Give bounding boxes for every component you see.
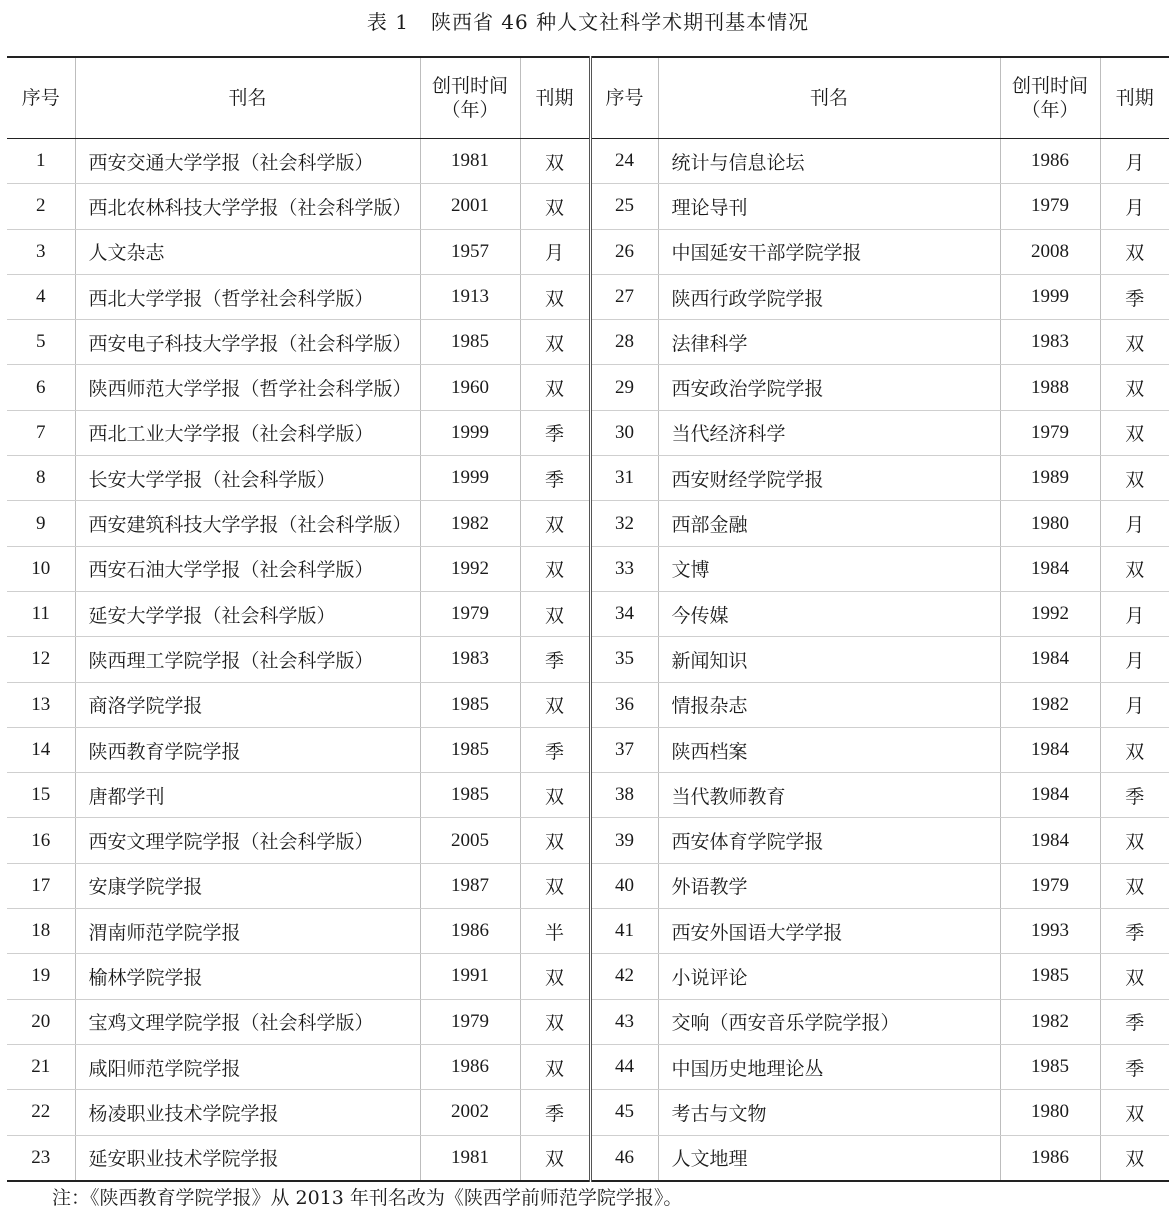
cell-right-year: 1979 bbox=[1000, 863, 1100, 908]
cell-right-name: 人文地理 bbox=[658, 1135, 1000, 1181]
cell-left-num: 2 bbox=[7, 184, 75, 229]
cell-right-num: 42 bbox=[590, 954, 658, 999]
cell-right-year: 1986 bbox=[1000, 139, 1100, 184]
cell-left-year: 1957 bbox=[420, 229, 520, 274]
cell-right-name: 统计与信息论坛 bbox=[658, 139, 1000, 184]
cell-right-freq: 双 bbox=[1100, 1090, 1169, 1135]
cell-right-freq: 月 bbox=[1100, 501, 1169, 546]
cell-left-year: 1992 bbox=[420, 546, 520, 591]
cell-right-freq: 季 bbox=[1100, 909, 1169, 954]
cell-left-year: 2005 bbox=[420, 818, 520, 863]
cell-left-freq: 双 bbox=[520, 954, 590, 999]
cell-right-name: 西安体育学院学报 bbox=[658, 818, 1000, 863]
cell-left-year: 1999 bbox=[420, 456, 520, 501]
cell-left-num: 18 bbox=[7, 909, 75, 954]
cell-left-freq: 季 bbox=[520, 727, 590, 772]
cell-left-name: 延安职业技术学院学报 bbox=[75, 1135, 420, 1181]
cell-right-freq: 双 bbox=[1100, 727, 1169, 772]
cell-right-year: 1979 bbox=[1000, 184, 1100, 229]
cell-left-name: 西北工业大学学报（社会科学版） bbox=[75, 410, 420, 455]
cell-left-year: 1981 bbox=[420, 1135, 520, 1181]
cell-left-num: 23 bbox=[7, 1135, 75, 1181]
cell-left-name: 西北农林科技大学学报（社会科学版） bbox=[75, 184, 420, 229]
cell-left-freq: 双 bbox=[520, 184, 590, 229]
cell-right-freq: 双 bbox=[1100, 954, 1169, 999]
cell-right-num: 36 bbox=[590, 682, 658, 727]
cell-left-name: 咸阳师范学院学报 bbox=[75, 1044, 420, 1089]
cell-left-num: 12 bbox=[7, 637, 75, 682]
table-body bbox=[7, 139, 1169, 1181]
cell-left-year: 1960 bbox=[420, 365, 520, 410]
cell-right-name: 西部金融 bbox=[658, 501, 1000, 546]
cell-left-name: 西北大学学报（哲学社会科学版） bbox=[75, 274, 420, 319]
cell-right-year: 1982 bbox=[1000, 682, 1100, 727]
cell-right-freq: 双 bbox=[1100, 456, 1169, 501]
cell-left-year: 1982 bbox=[420, 501, 520, 546]
cell-left-num: 13 bbox=[7, 682, 75, 727]
cell-left-year: 1979 bbox=[420, 591, 520, 636]
cell-right-name: 当代经济科学 bbox=[658, 410, 1000, 455]
cell-left-num: 20 bbox=[7, 999, 75, 1044]
table-row bbox=[7, 682, 1169, 727]
cell-left-freq: 双 bbox=[520, 999, 590, 1044]
cell-right-num: 46 bbox=[590, 1135, 658, 1181]
table-row bbox=[7, 139, 1169, 184]
cell-right-num: 33 bbox=[590, 546, 658, 591]
cell-left-name: 陕西师范大学学报（哲学社会科学版） bbox=[75, 365, 420, 410]
cell-right-name: 中国延安干部学院学报 bbox=[658, 229, 1000, 274]
table-header bbox=[7, 57, 1169, 139]
cell-left-num: 9 bbox=[7, 501, 75, 546]
cell-left-freq: 双 bbox=[520, 818, 590, 863]
cell-right-year: 1985 bbox=[1000, 954, 1100, 999]
cell-left-name: 榆林学院学报 bbox=[75, 954, 420, 999]
cell-left-year: 1987 bbox=[420, 863, 520, 908]
cell-left-name: 商洛学院学报 bbox=[75, 682, 420, 727]
cell-left-num: 1 bbox=[7, 139, 75, 184]
cell-left-freq: 双 bbox=[520, 546, 590, 591]
cell-right-name: 陕西档案 bbox=[658, 727, 1000, 772]
cell-right-num: 35 bbox=[590, 637, 658, 682]
cell-left-freq: 半 bbox=[520, 909, 590, 954]
table-row bbox=[7, 591, 1169, 636]
cell-right-year: 1988 bbox=[1000, 365, 1100, 410]
cell-right-num: 32 bbox=[590, 501, 658, 546]
cell-right-num: 45 bbox=[590, 1090, 658, 1135]
cell-left-year: 1983 bbox=[420, 637, 520, 682]
header-year-line2: （年） bbox=[441, 99, 499, 121]
cell-right-freq: 双 bbox=[1100, 863, 1169, 908]
cell-right-freq: 月 bbox=[1100, 682, 1169, 727]
caption-title: 陕西省 46 种人文社科学术期刊基本情况 bbox=[430, 10, 810, 34]
cell-right-freq: 双 bbox=[1100, 320, 1169, 365]
cell-right-name: 交响（西安音乐学院学报） bbox=[658, 999, 1000, 1044]
cell-left-freq: 月 bbox=[520, 229, 590, 274]
cell-right-year: 1979 bbox=[1000, 410, 1100, 455]
cell-left-freq: 双 bbox=[520, 1135, 590, 1181]
cell-right-num: 28 bbox=[590, 320, 658, 365]
cell-left-year: 1999 bbox=[420, 410, 520, 455]
cell-left-name: 人文杂志 bbox=[75, 229, 420, 274]
cell-left-num: 6 bbox=[7, 365, 75, 410]
footnote: 注：《陕西教育学院学报》从 2013 年刊名改为《陕西学前师范学院学报》。 bbox=[52, 1187, 683, 1209]
cell-right-num: 26 bbox=[590, 229, 658, 274]
cell-left-name: 宝鸡文理学院学报（社会科学版） bbox=[75, 999, 420, 1044]
cell-left-year: 2002 bbox=[420, 1090, 520, 1135]
table-row bbox=[7, 274, 1169, 319]
header-year-line1: 创刊时间 bbox=[1011, 75, 1088, 97]
table-row bbox=[7, 863, 1169, 908]
cell-left-num: 15 bbox=[7, 773, 75, 818]
cell-right-num: 27 bbox=[590, 274, 658, 319]
table-row bbox=[7, 184, 1169, 229]
cell-right-freq: 双 bbox=[1100, 818, 1169, 863]
cell-right-year: 1982 bbox=[1000, 999, 1100, 1044]
cell-right-num: 31 bbox=[590, 456, 658, 501]
cell-left-num: 4 bbox=[7, 274, 75, 319]
cell-left-year: 1985 bbox=[420, 682, 520, 727]
table-row bbox=[7, 1090, 1169, 1135]
cell-right-year: 1989 bbox=[1000, 456, 1100, 501]
cell-right-name: 外语教学 bbox=[658, 863, 1000, 908]
header-year-right bbox=[1000, 57, 1100, 139]
cell-right-num: 29 bbox=[590, 365, 658, 410]
cell-left-name: 长安大学学报（社会科学版） bbox=[75, 456, 420, 501]
cell-left-name: 陕西教育学院学报 bbox=[75, 727, 420, 772]
table-row bbox=[7, 320, 1169, 365]
cell-right-year: 1984 bbox=[1000, 773, 1100, 818]
cell-left-num: 3 bbox=[7, 229, 75, 274]
cell-right-num: 39 bbox=[590, 818, 658, 863]
cell-right-name: 情报杂志 bbox=[658, 682, 1000, 727]
cell-right-name: 西安外国语大学学报 bbox=[658, 909, 1000, 954]
cell-right-name: 当代教师教育 bbox=[658, 773, 1000, 818]
header-freq-right: 刊期 bbox=[1100, 57, 1169, 139]
cell-right-year: 1984 bbox=[1000, 546, 1100, 591]
cell-right-name: 理论导刊 bbox=[658, 184, 1000, 229]
cell-left-freq: 双 bbox=[520, 501, 590, 546]
table-row bbox=[7, 229, 1169, 274]
cell-left-year: 1985 bbox=[420, 727, 520, 772]
cell-right-year: 2008 bbox=[1000, 229, 1100, 274]
cell-left-year: 1981 bbox=[420, 139, 520, 184]
cell-left-name: 延安大学学报（社会科学版） bbox=[75, 591, 420, 636]
header-year-left bbox=[420, 57, 520, 139]
cell-left-year: 1985 bbox=[420, 773, 520, 818]
cell-left-name: 安康学院学报 bbox=[75, 863, 420, 908]
cell-right-num: 40 bbox=[590, 863, 658, 908]
cell-right-num: 25 bbox=[590, 184, 658, 229]
table-row bbox=[7, 1135, 1169, 1181]
cell-right-num: 37 bbox=[590, 727, 658, 772]
cell-left-num: 21 bbox=[7, 1044, 75, 1089]
cell-right-year: 1980 bbox=[1000, 1090, 1100, 1135]
cell-left-year: 1913 bbox=[420, 274, 520, 319]
cell-right-name: 小说评论 bbox=[658, 954, 1000, 999]
cell-left-freq: 双 bbox=[520, 682, 590, 727]
table-row bbox=[7, 501, 1169, 546]
cell-right-freq: 季 bbox=[1100, 274, 1169, 319]
table-row bbox=[7, 818, 1169, 863]
cell-left-num: 8 bbox=[7, 456, 75, 501]
cell-right-name: 陕西行政学院学报 bbox=[658, 274, 1000, 319]
cell-right-year: 1985 bbox=[1000, 1044, 1100, 1089]
cell-right-year: 1993 bbox=[1000, 909, 1100, 954]
cell-left-name: 西安交通大学学报（社会科学版） bbox=[75, 139, 420, 184]
table-row bbox=[7, 365, 1169, 410]
table-row bbox=[7, 727, 1169, 772]
cell-right-name: 西安财经学院学报 bbox=[658, 456, 1000, 501]
cell-left-name: 西安文理学院学报（社会科学版） bbox=[75, 818, 420, 863]
cell-left-num: 14 bbox=[7, 727, 75, 772]
cell-left-name: 渭南师范学院学报 bbox=[75, 909, 420, 954]
journals-table bbox=[7, 56, 1169, 1182]
cell-right-freq: 月 bbox=[1100, 184, 1169, 229]
cell-left-freq: 双 bbox=[520, 773, 590, 818]
cell-right-name: 新闻知识 bbox=[658, 637, 1000, 682]
cell-left-year: 1986 bbox=[420, 909, 520, 954]
table-row bbox=[7, 954, 1169, 999]
table-row bbox=[7, 999, 1169, 1044]
cell-left-freq: 季 bbox=[520, 410, 590, 455]
cell-left-name: 西安建筑科技大学学报（社会科学版） bbox=[75, 501, 420, 546]
cell-left-num: 5 bbox=[7, 320, 75, 365]
header-name-right: 刊名 bbox=[658, 57, 1000, 139]
cell-left-num: 7 bbox=[7, 410, 75, 455]
table-row bbox=[7, 1044, 1169, 1089]
header-num-right: 序号 bbox=[590, 57, 658, 139]
cell-left-name: 西安石油大学学报（社会科学版） bbox=[75, 546, 420, 591]
cell-right-freq: 季 bbox=[1100, 773, 1169, 818]
cell-right-freq: 季 bbox=[1100, 999, 1169, 1044]
header-row bbox=[7, 57, 1169, 139]
cell-left-num: 11 bbox=[7, 591, 75, 636]
cell-left-freq: 季 bbox=[520, 456, 590, 501]
cell-left-num: 17 bbox=[7, 863, 75, 908]
cell-right-year: 1984 bbox=[1000, 727, 1100, 772]
cell-left-freq: 双 bbox=[520, 274, 590, 319]
caption-label: 表 1 bbox=[366, 10, 409, 34]
cell-right-year: 1986 bbox=[1000, 1135, 1100, 1181]
cell-right-num: 38 bbox=[590, 773, 658, 818]
cell-left-year: 2001 bbox=[420, 184, 520, 229]
cell-right-freq: 双 bbox=[1100, 365, 1169, 410]
header-year-line1: 创刊时间 bbox=[431, 75, 508, 97]
cell-right-year: 1999 bbox=[1000, 274, 1100, 319]
cell-right-freq: 月 bbox=[1100, 591, 1169, 636]
cell-right-name: 西安政治学院学报 bbox=[658, 365, 1000, 410]
cell-left-num: 16 bbox=[7, 818, 75, 863]
cell-right-num: 41 bbox=[590, 909, 658, 954]
cell-right-num: 43 bbox=[590, 999, 658, 1044]
cell-left-freq: 季 bbox=[520, 1090, 590, 1135]
cell-left-num: 10 bbox=[7, 546, 75, 591]
cell-right-freq: 双 bbox=[1100, 229, 1169, 274]
cell-right-freq: 季 bbox=[1100, 1044, 1169, 1089]
cell-left-freq: 双 bbox=[520, 591, 590, 636]
cell-left-freq: 季 bbox=[520, 637, 590, 682]
table-row bbox=[7, 909, 1169, 954]
cell-left-name: 杨凌职业技术学院学报 bbox=[75, 1090, 420, 1135]
cell-right-freq: 月 bbox=[1100, 139, 1169, 184]
cell-right-num: 30 bbox=[590, 410, 658, 455]
cell-left-year: 1979 bbox=[420, 999, 520, 1044]
cell-right-freq: 双 bbox=[1100, 546, 1169, 591]
cell-right-num: 24 bbox=[590, 139, 658, 184]
cell-right-num: 34 bbox=[590, 591, 658, 636]
cell-left-freq: 双 bbox=[520, 863, 590, 908]
cell-left-freq: 双 bbox=[520, 1044, 590, 1089]
cell-right-num: 44 bbox=[590, 1044, 658, 1089]
cell-right-name: 法律科学 bbox=[658, 320, 1000, 365]
cell-left-num: 22 bbox=[7, 1090, 75, 1135]
header-freq-left: 刊期 bbox=[520, 57, 590, 139]
cell-left-year: 1991 bbox=[420, 954, 520, 999]
cell-left-name: 西安电子科技大学学报（社会科学版） bbox=[75, 320, 420, 365]
cell-left-year: 1986 bbox=[420, 1044, 520, 1089]
cell-right-freq: 双 bbox=[1100, 1135, 1169, 1181]
table-caption bbox=[0, 8, 1176, 36]
header-year-line2: （年） bbox=[1021, 99, 1079, 121]
cell-left-name: 唐都学刊 bbox=[75, 773, 420, 818]
cell-left-freq: 双 bbox=[520, 365, 590, 410]
cell-right-year: 1984 bbox=[1000, 637, 1100, 682]
cell-right-year: 1984 bbox=[1000, 818, 1100, 863]
cell-left-year: 1985 bbox=[420, 320, 520, 365]
cell-right-freq: 双 bbox=[1100, 410, 1169, 455]
cell-left-freq: 双 bbox=[520, 320, 590, 365]
cell-left-name: 陕西理工学院学报（社会科学版） bbox=[75, 637, 420, 682]
cell-right-name: 中国历史地理论丛 bbox=[658, 1044, 1000, 1089]
cell-right-name: 今传媒 bbox=[658, 591, 1000, 636]
cell-right-name: 考古与文物 bbox=[658, 1090, 1000, 1135]
cell-right-year: 1983 bbox=[1000, 320, 1100, 365]
header-name-left: 刊名 bbox=[75, 57, 420, 139]
table-row bbox=[7, 410, 1169, 455]
table-row bbox=[7, 773, 1169, 818]
table-row bbox=[7, 456, 1169, 501]
cell-left-freq: 双 bbox=[520, 139, 590, 184]
table-row bbox=[7, 637, 1169, 682]
cell-left-num: 19 bbox=[7, 954, 75, 999]
cell-right-year: 1980 bbox=[1000, 501, 1100, 546]
cell-right-year: 1992 bbox=[1000, 591, 1100, 636]
cell-right-freq: 月 bbox=[1100, 637, 1169, 682]
table-row bbox=[7, 546, 1169, 591]
header-num-left: 序号 bbox=[7, 57, 75, 139]
cell-right-name: 文博 bbox=[658, 546, 1000, 591]
